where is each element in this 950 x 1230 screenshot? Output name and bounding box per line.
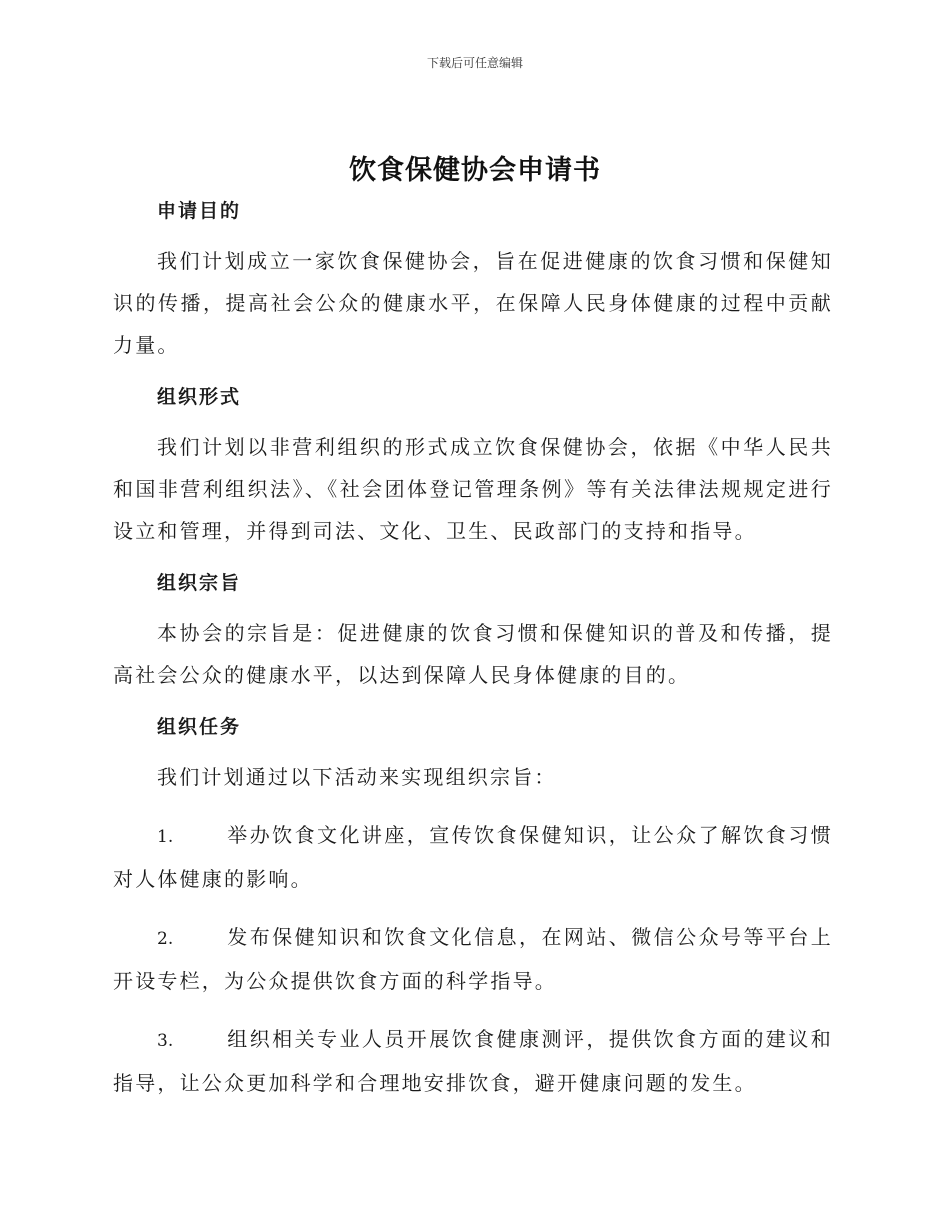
list-item-number: 2.	[157, 929, 174, 949]
list-item	[113, 814, 833, 900]
section-paragraph: 我们计划通过以下活动来实现组织宗旨：	[157, 765, 557, 789]
section-heading: 申请目的	[157, 200, 242, 222]
section-organization-tasks	[113, 712, 833, 1104]
list-item-number: 1.	[157, 827, 174, 847]
section-heading: 组织形式	[157, 386, 242, 408]
document-body	[113, 196, 833, 1104]
section-paragraph: 我们计划以非营利组织的形式成立饮食保健协会，依据《中华人民共和国非营利组织法》、《社会团体登记管理条例》等有关法律法规规定进行设立和管理，并得到司法、文化、卫生、民政部门的支持和指导。	[113, 435, 833, 543]
section-purpose	[113, 196, 833, 382]
list-item-number: 3.	[157, 1031, 174, 1051]
list-item-text: 举办饮食文化讲座，宣传饮食保健知识，让公众了解饮食习惯对人体健康的影响。	[113, 823, 833, 891]
list-item-text: 发布保健知识和饮食文化信息，在网站、微信公众号等平台上开设专栏，为公众提供饮食方面的科学指导。	[113, 925, 833, 993]
list-item	[113, 1018, 833, 1104]
section-paragraph: 本协会的宗旨是：促进健康的饮食习惯和保健知识的普及和传播，提高社会公众的健康水平，以达到保障人民身体健康的目的。	[113, 621, 833, 687]
document-title: 饮食保健协会申请书	[349, 155, 601, 186]
section-heading: 组织任务	[157, 716, 242, 738]
list-item	[113, 916, 833, 1002]
section-heading: 组织宗旨	[157, 572, 242, 594]
section-organization-purpose	[113, 568, 833, 712]
header-note: 下载后可任意编辑	[426, 56, 523, 70]
list-item-text: 组织相关专业人员开展饮食健康测评，提供饮食方面的建议和指导，让公众更加科学和合理地安排饮食，避开健康问题的发生。	[113, 1027, 833, 1095]
section-paragraph: 我们计划成立一家饮食保健协会，旨在促进健康的饮食习惯和保健知识的传播，提高社会公众的健康水平，在保障人民身体健康的过程中贡献力量。	[113, 249, 833, 357]
section-organization-form	[113, 382, 833, 568]
